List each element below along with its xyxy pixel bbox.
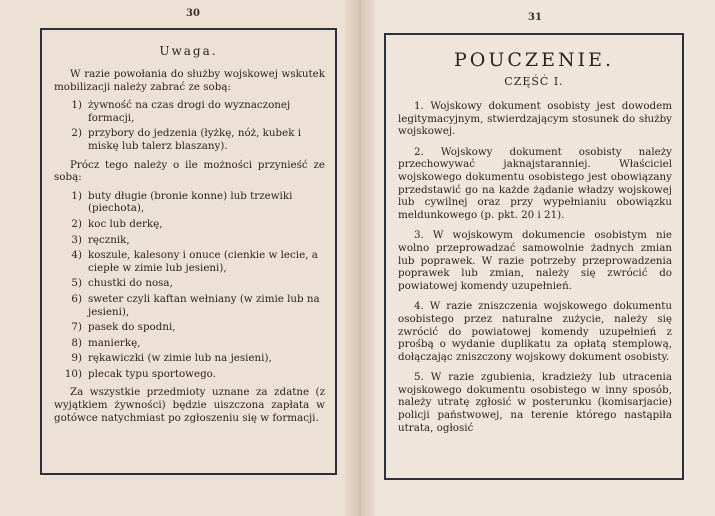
list-item: 8) manierkę, <box>71 336 141 349</box>
list-item: 3) ręcznik, <box>71 233 130 246</box>
list-item: 9) rękawiczki (w zimie lub na jesieni), <box>71 352 272 365</box>
list-item: 2) przybory do jedzenia (łyżkę, nóż, kubek i miskę lub talerz blaszany). <box>71 127 301 152</box>
right-page-frame <box>384 33 684 480</box>
book-gutter <box>345 0 375 516</box>
right-subheading: CZĘŚĆ I. <box>504 75 564 88</box>
list-item: 5) chustki do nosa, <box>71 277 173 290</box>
page-number-right: 31 <box>528 12 542 23</box>
list-item: 1) żywność na czas drogi do wyznaczonej formacji, <box>71 99 291 124</box>
list-item: 2) koc lub derkę, <box>71 217 163 230</box>
list-item: 7) pasek do spodni, <box>71 321 176 334</box>
right-heading: POUCZENIE. <box>453 49 615 71</box>
paragraph-1: 1. Wojskowy dokument osobisty jest dowodem legitymacyjnym, stwierdzającym stosunek do służby wojskowej. <box>398 100 672 138</box>
page-number-left: 30 <box>186 8 200 19</box>
list-item: 10) plecak typu sportowego. <box>64 367 216 380</box>
paragraph-3: 3. W wojskowym dokumencie osobistym nie wolno przeprowadzać samowolnie żadnych zmian lub poprawek. W razie potrzeby przeprowadzenia poprawek lub zmian, należy się zwrócić do powiatowej komendy uzupełnień. <box>398 229 672 292</box>
right-content <box>386 100 682 434</box>
left-page-frame <box>40 28 337 475</box>
paragraph-5: 5. W razie zgubienia, kradzieży lub utracenia wojskowego dokumentu osobistego w inny sposób, należy utratę zgłosić w posterunku (komisarjacie) policji państwowej, na terenie którego nastąpiła utrata, ogłosić <box>398 371 672 434</box>
optional-intro-text: Prócz tego należy o ile możności przynieść ze sobą: <box>54 158 325 184</box>
left-heading: Uwaga. <box>159 44 218 58</box>
optional-items-list <box>54 190 325 381</box>
paragraph-2: 2. Wojskowy dokument osobisty należy przechowywać jaknajstaranniej. Właściciel wojskowego dokumentu osobistego jest obowiązany przedstawić go na każde żądanie władzy wojskowej lub cywilnej oraz przy wypełnianiu obowiązku meldunkowego (p. pkt. 20 i 21). <box>398 145 672 221</box>
right-page <box>360 0 715 516</box>
mandatory-items-list <box>54 99 325 152</box>
list-item: 1) buty długie (bronie konne) lub trzewiki (piechota), <box>71 189 293 215</box>
intro-text: W razie powołania do służby wojskowej wskutek mobilizacji należy zabrać ze sobą: <box>54 68 325 93</box>
paragraph-4: 4. W razie zniszczenia wojskowego dokumentu osobistego przez naturalne zużycie, należy się zwrócić do powiatowej komendy uzupełnień z prośbą o wydanie duplikatu za opłatą stemplową, dołączając zniszczony wojskowy dokument osobisty. <box>398 300 672 363</box>
list-item: 4) koszule, kalesony i onuce (cienkie w lecie, a ciepłe w zimie lub jesieni), <box>71 249 318 274</box>
closing-text: Za wszystkie przedmioty uznane za zdatne (z wyjątkiem żywności) będzie uiszczona zapłata w gotówce natychmiast po zgłoszeniu się w formacji. <box>54 386 325 424</box>
left-content <box>42 68 335 424</box>
list-item: 6) sweter czyli kaftan wełniany (w zimie lub na jesieni), <box>71 292 320 318</box>
